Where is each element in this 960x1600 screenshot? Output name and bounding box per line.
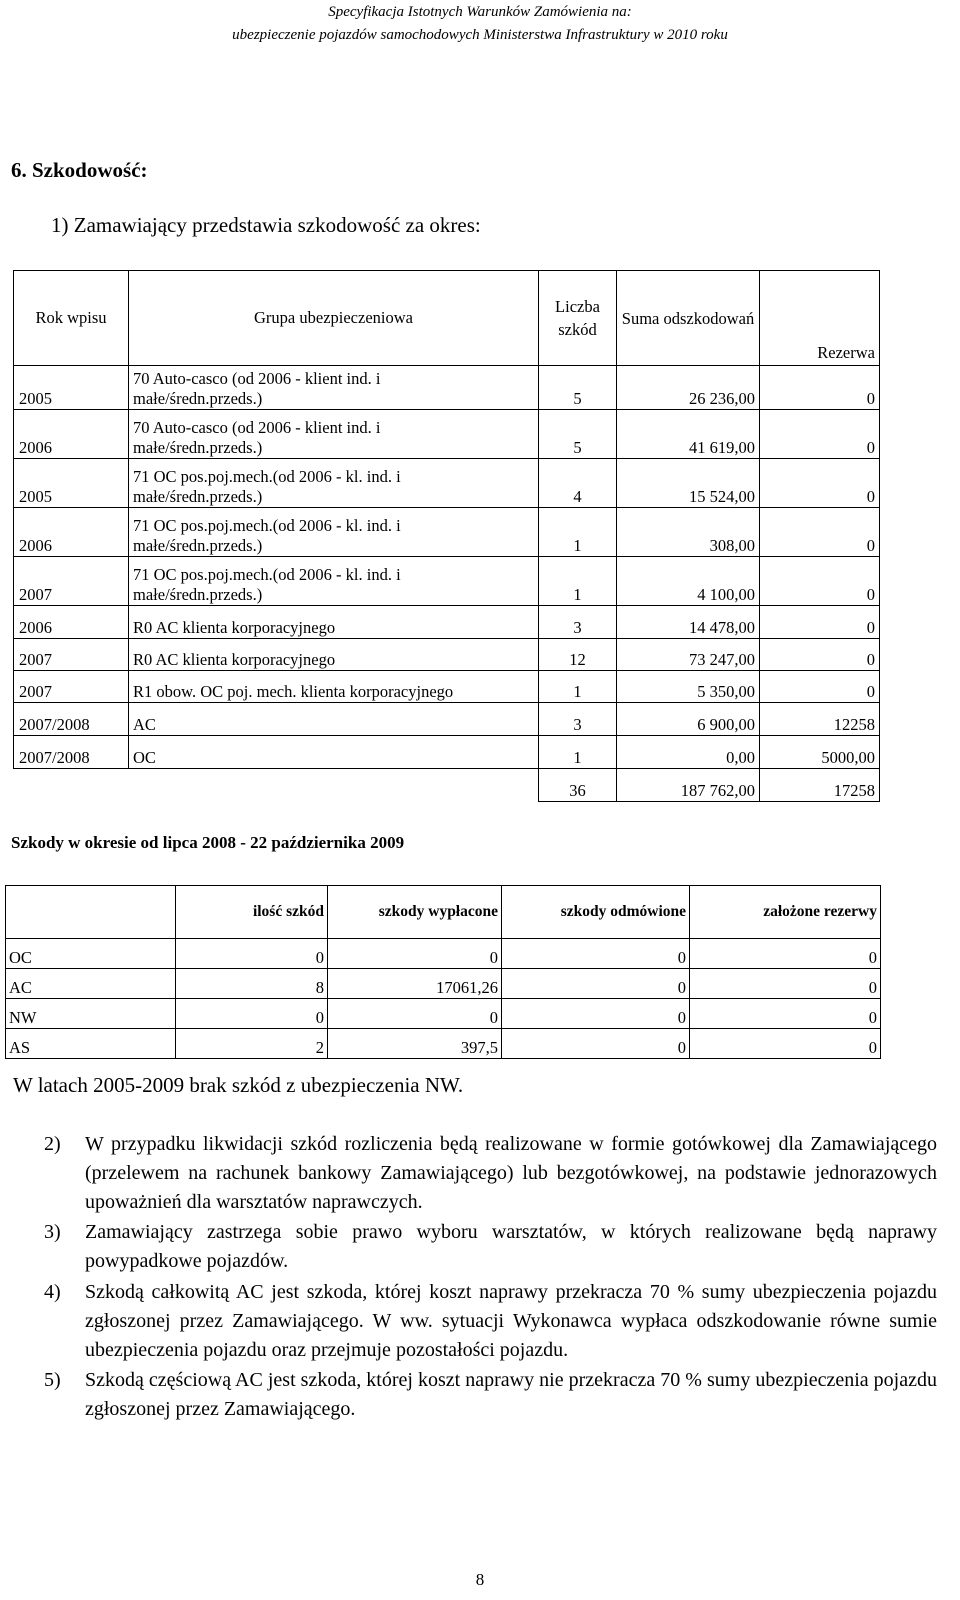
total-reserve: 17258 bbox=[760, 769, 880, 802]
total-sum: 187 762,00 bbox=[617, 769, 760, 802]
table-row: NW 0 0 0 0 bbox=[6, 999, 881, 1029]
header-claims-paid: szkody wypłacone bbox=[328, 886, 502, 939]
table-row: 2006 R0 AC klienta korporacyjnego 3 14 478,00 0 bbox=[14, 606, 880, 639]
table-row: OC 0 0 0 0 bbox=[6, 939, 881, 969]
header-group: Grupa ubezpieczeniowa bbox=[129, 271, 539, 366]
item-1-text: 1) Zamawiający przedstawia szkodowość za okres: bbox=[51, 213, 481, 237]
table-row: 2007 R1 obow. OC poj. mech. klienta korporacyjnego 1 5 350,00 0 bbox=[14, 671, 880, 703]
page-number: 8 bbox=[475, 1570, 485, 1589]
table-row: 2006 71 OC pos.poj.mech.(od 2006 - kl. ind. i małe/średn.przeds.) 1 308,00 0 bbox=[14, 508, 880, 557]
conditions-list bbox=[44, 1130, 937, 1426]
period-title: Szkody w okresie od lipca 2008 - 22 października 2009 bbox=[11, 833, 405, 852]
table-row: 2005 71 OC pos.poj.mech.(od 2006 - kl. ind. i małe/średn.przeds.) 4 15 524,00 0 bbox=[14, 459, 880, 508]
table-row: 2007/2008 OC 1 0,00 5000,00 bbox=[14, 736, 880, 769]
table-row: 2007 R0 AC klienta korporacyjnego 12 73 247,00 0 bbox=[14, 639, 880, 671]
table-row: AC 8 17061,26 0 0 bbox=[6, 969, 881, 999]
section-title: 6. Szkodowość: bbox=[11, 158, 148, 182]
list-item: 2) W przypadku likwidacji szkód rozliczenia będą realizowane w formie gotówkowej dla Zamawiającego (przelewem na rachunek bankowy Zamawiającego) lub bezgotówkowej, na podstawie jednorazowych upoważnień dla warsztatów naprawczych. bbox=[44, 1133, 937, 1213]
header-claims-refused: szkody odmówione bbox=[502, 886, 690, 939]
header-line-1: Specyfikacja Istotnych Warunków Zamówienia na: bbox=[328, 4, 632, 20]
table-row: 2006 70 Auto-casco (od 2006 - klient ind. i małe/średn.przeds.) 5 41 619,00 0 bbox=[14, 410, 880, 459]
header-claims-count: ilość szkód bbox=[176, 886, 328, 939]
header-line-2: ubezpieczenie pojazdów samochodowych Ministerstwa Infrastruktury w 2010 roku bbox=[232, 27, 728, 43]
table-row: 2005 70 Auto-casco (od 2006 - klient ind. i małe/średn.przeds.) 5 26 236,00 0 bbox=[14, 366, 880, 410]
table-row: 2007 71 OC pos.poj.mech.(od 2006 - kl. ind. i małe/średn.przeds.) 1 4 100,00 0 bbox=[14, 557, 880, 606]
claims-table bbox=[13, 270, 880, 802]
header-reserve: Rezerwa bbox=[760, 341, 880, 366]
list-item: 4) Szkodą całkowitą AC jest szkoda, której koszt naprawy przekracza 70 % sumy ubezpieczenia pojazdu zgłoszonej przez Zamawiającego. W ww. sytuacji Wykonawca wypłaca odszkodowanie równe sumie ubezpieczenia pojazdu oraz przejmuje pozostałości pojazdu. bbox=[44, 1280, 937, 1361]
total-count: 36 bbox=[539, 769, 617, 802]
period-claims-table bbox=[5, 885, 881, 1059]
totals-row bbox=[14, 769, 880, 802]
table-row: AS 2 397,5 0 0 bbox=[6, 1029, 881, 1059]
header-count: Liczba szkód bbox=[539, 271, 617, 366]
header-reserves: założone rezerwy bbox=[690, 886, 881, 939]
list-item: 3) Zamawiający zastrzega sobie prawo wyboru warsztatów, w których realizowane będą naprawy powypadkowe pojazdów. bbox=[44, 1221, 937, 1273]
header-year: Rok wpisu bbox=[14, 271, 129, 366]
nw-note: W latach 2005-2009 brak szkód z ubezpieczenia NW. bbox=[13, 1073, 464, 1097]
table-row: 2007/2008 AC 3 6 900,00 12258 bbox=[14, 703, 880, 736]
page-header bbox=[0, 0, 960, 47]
header-sum: Suma odszkodowań bbox=[617, 271, 760, 366]
list-item: 5) Szkodą częściową AC jest szkoda, której koszt naprawy nie przekracza 70 % sumy ubezpieczenia pojazdu zgłoszonej przez Zamawiającego. bbox=[44, 1369, 937, 1421]
